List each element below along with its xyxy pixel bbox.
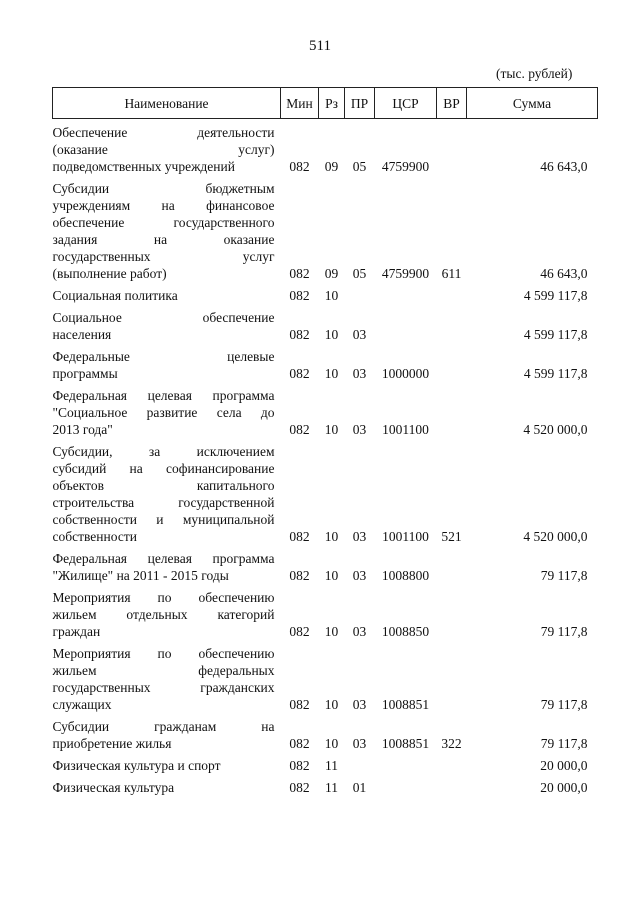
row-rz: 09 [324,266,339,281]
row-csr: 1008800 [381,568,430,583]
row-csr: 1008851 [381,736,430,751]
row-csr: 1000000 [381,366,430,381]
header-sum: Сумма [467,88,598,119]
row-csr: 1008850 [381,624,430,639]
row-pr: 01 [352,780,367,795]
row-min: 082 [289,736,310,751]
row-min: 082 [289,624,310,639]
row-vr [437,640,467,713]
row-sum: 20 000,0 [540,758,588,773]
table-row [53,774,598,796]
row-name-line: "Социальное развитие села до [52,405,275,420]
row-csr: 4759900 [381,266,430,281]
row-name-line: Федеральные целевые [52,349,275,364]
row-name [53,382,281,438]
row-name-line: подведомственных учреждений [52,159,235,174]
row-name-line: жильем федеральных [52,663,275,678]
row-vr: 521 [441,529,462,544]
row-name [53,438,281,545]
row-vr [437,584,467,640]
row-sum: 46 643,0 [540,266,588,281]
row-name [53,343,281,382]
row-rz: 10 [324,736,339,751]
header-min: Мин [281,88,319,119]
row-min: 082 [289,266,310,281]
row-name-line: объектов капитального [52,478,275,493]
table-row [53,282,598,304]
row-name [53,713,281,752]
row-pr: 03 [352,422,367,437]
row-sum: 4 599 117,8 [523,366,588,381]
row-name-line: программы [52,366,118,381]
row-sum: 4 599 117,8 [523,288,588,303]
row-min: 082 [289,422,310,437]
table-row [53,713,598,752]
row-min: 082 [289,780,310,795]
table-row [53,752,598,774]
row-pr: 03 [352,568,367,583]
row-name-line: собственности и муниципальной [52,512,275,527]
table-row [53,584,598,640]
row-csr [375,752,437,774]
row-rz: 10 [324,327,339,342]
header-csr: ЦСР [375,88,437,119]
row-name-line: строительства государственной [52,495,275,510]
row-name-line: Субсидии гражданам на [52,719,275,734]
row-name-line: Мероприятия по обеспечению [52,646,275,661]
row-csr [375,304,437,343]
row-rz: 10 [324,568,339,583]
row-name-line: Физическая культура и спорт [52,758,221,773]
row-sum: 4 599 117,8 [523,327,588,342]
row-name [53,282,281,304]
row-pr [345,752,375,774]
row-sum: 20 000,0 [540,780,588,795]
row-rz: 10 [324,697,339,712]
row-vr: 322 [441,736,462,751]
row-min: 082 [289,529,310,544]
row-vr [437,343,467,382]
row-rz: 10 [324,529,339,544]
row-sum: 79 117,8 [540,697,588,712]
row-name-line: Социальное обеспечение [52,310,275,325]
row-min: 082 [289,697,310,712]
row-min: 082 [289,568,310,583]
row-name-line: граждан [52,624,101,639]
table-row [53,438,598,545]
header-pr: ПР [345,88,375,119]
row-name-line: Физическая культура [52,780,175,795]
header-name: Наименование [53,88,281,119]
row-name-line: Субсидии бюджетным [52,181,275,196]
row-name-line: населения [52,327,112,342]
table-row [53,304,598,343]
row-name [53,774,281,796]
row-csr: 4759900 [381,159,430,174]
row-rz: 09 [324,159,339,174]
row-pr: 03 [352,529,367,544]
table-row [53,545,598,584]
row-pr: 05 [352,266,367,281]
row-pr: 03 [352,366,367,381]
row-name-line: государственных услуг [52,249,275,264]
row-csr [375,774,437,796]
row-rz: 11 [325,758,338,773]
table-row [53,175,598,282]
row-name-line: Федеральная целевая программа [52,388,275,403]
row-name [53,640,281,713]
row-rz: 11 [325,780,338,795]
row-name-line: Социальная политика [52,288,178,303]
table-row [53,640,598,713]
header-rz: Рз [319,88,345,119]
row-vr [437,752,467,774]
row-name-line: учреждениям на финансовое [52,198,275,213]
row-vr [437,304,467,343]
row-name-line: служащих [52,697,112,712]
row-pr: 03 [352,697,367,712]
units-note: (тыс. рублей) [496,66,573,81]
row-sum: 4 520 000,0 [523,529,588,544]
row-min: 082 [289,327,310,342]
row-vr [437,382,467,438]
budget-table [52,87,598,796]
row-name-line: государственных гражданских [52,680,275,695]
row-csr: 1008851 [381,697,430,712]
row-name-line: (оказание услуг) [52,142,275,157]
table-body [53,119,598,797]
row-sum: 79 117,8 [540,568,588,583]
table-row [53,382,598,438]
row-min: 082 [289,159,310,174]
row-sum: 4 520 000,0 [523,422,588,437]
row-sum: 79 117,8 [540,736,588,751]
row-vr [437,545,467,584]
row-pr: 03 [352,624,367,639]
row-min: 082 [289,288,310,303]
table-row [53,119,598,176]
row-name-line: (выполнение работ) [52,266,167,281]
row-min: 082 [289,366,310,381]
row-name-line: обеспечение государственного [52,215,275,230]
row-csr: 1001100 [382,529,429,544]
row-pr: 05 [352,159,367,174]
row-rz: 10 [324,288,339,303]
row-name [53,304,281,343]
row-sum: 46 643,0 [540,159,588,174]
row-vr [437,282,467,304]
table-row [53,343,598,382]
row-vr: 611 [441,266,462,281]
row-name [53,584,281,640]
row-name-line: собственности [52,529,137,544]
row-rz: 10 [324,422,339,437]
row-name-line: Мероприятия по обеспечению [52,590,275,605]
row-rz: 10 [324,366,339,381]
row-name-line: субсидий на софинансирование [52,461,275,476]
table-header-row [53,88,598,119]
row-name-line: Федеральная целевая программа [52,551,275,566]
row-name-line: приобретение жилья [52,736,172,751]
row-name [53,175,281,282]
row-pr: 03 [352,736,367,751]
row-pr: 03 [352,327,367,342]
row-name-line: задания на оказание [52,232,275,247]
row-vr [437,774,467,796]
row-vr [437,119,467,176]
row-csr [375,282,437,304]
row-pr [345,282,375,304]
row-name-line: 2013 года" [52,422,113,437]
page-number: 511 [309,38,331,54]
row-name-line: "Жилище" на 2011 - 2015 годы [52,568,229,583]
header-vr: ВР [437,88,467,119]
row-name-line: Субсидии, за исключением [52,444,275,459]
row-name [53,752,281,774]
row-min: 082 [289,758,310,773]
row-name [53,545,281,584]
row-csr: 1001100 [382,422,429,437]
row-name-line: Обеспечение деятельности [52,125,275,140]
row-sum: 79 117,8 [540,624,588,639]
row-name-line: жильем отдельных категорий [52,607,275,622]
row-name [53,119,281,176]
row-rz: 10 [324,624,339,639]
